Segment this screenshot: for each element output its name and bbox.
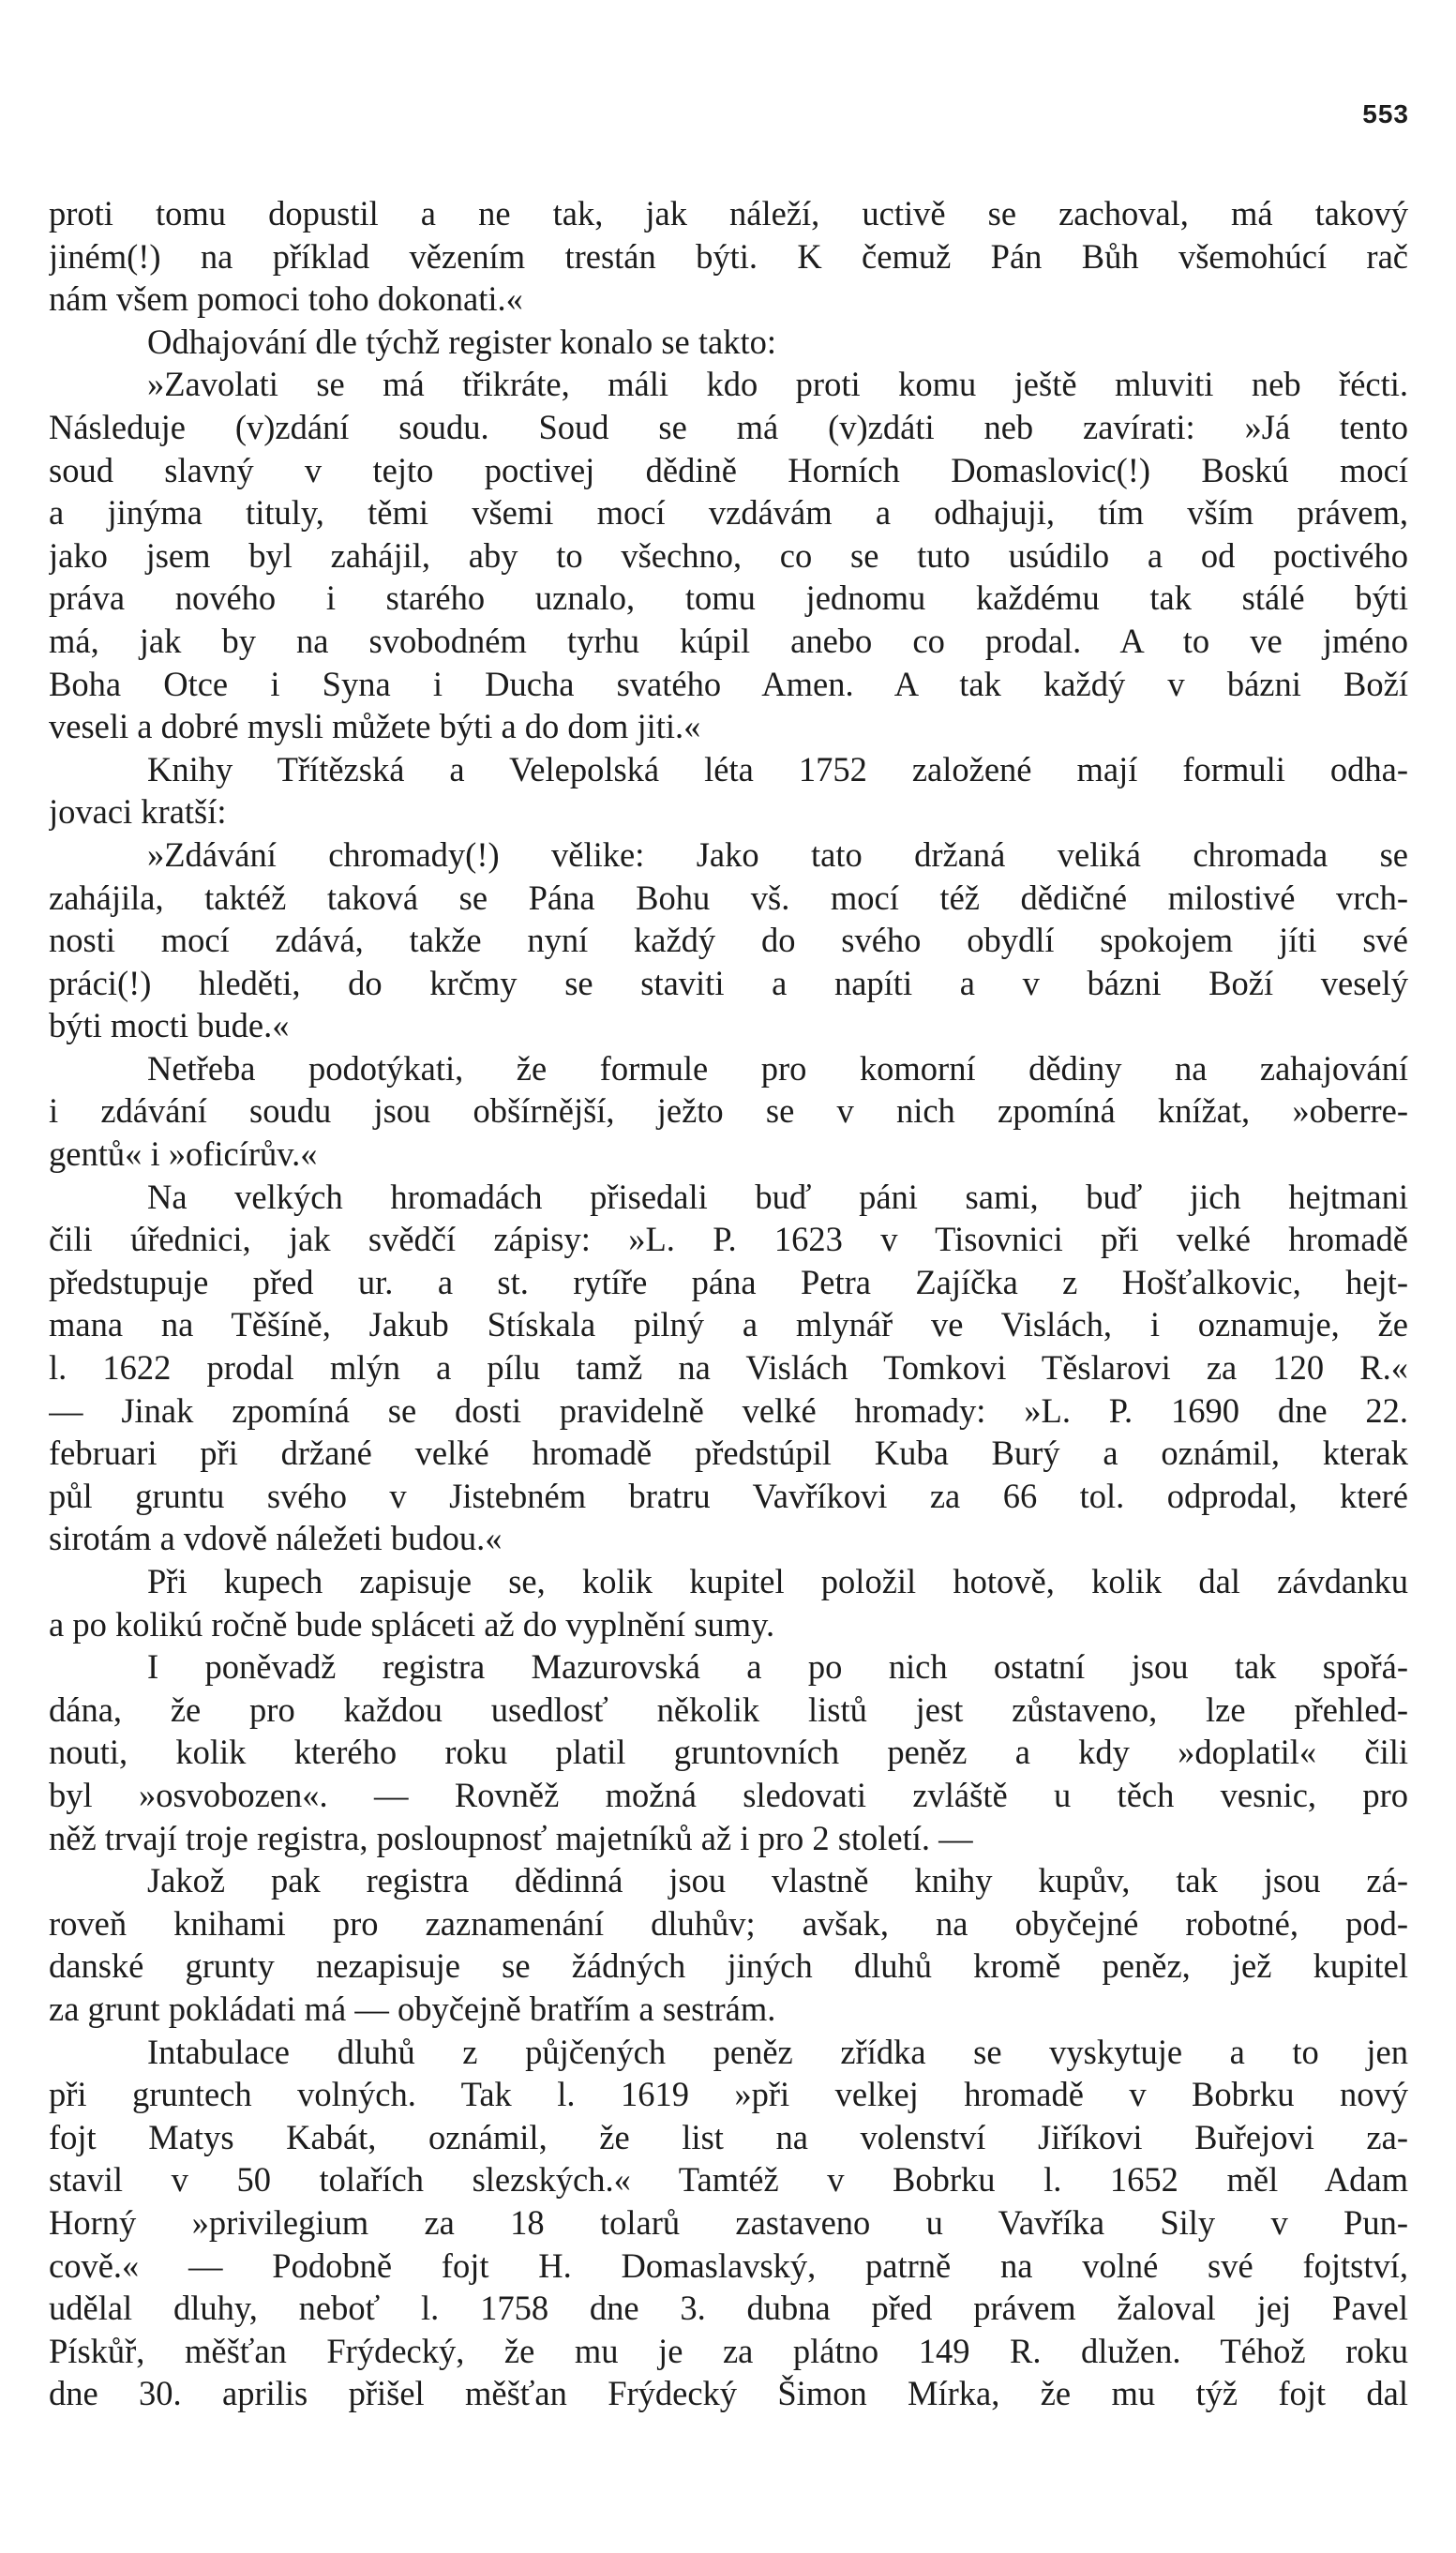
text-line: sirotám a vdově náležeti budou.«: [49, 1519, 503, 1558]
text-line: gentů« i »oficírův.«: [49, 1134, 318, 1174]
text-line: — Jinak zpomíná se dosti pravidelně velké hromady: »L. P. 1690 dne 22.: [49, 1390, 1408, 1430]
page-number: 553: [1362, 99, 1409, 128]
body-text: [49, 192, 1408, 2415]
text-line: Horný »privilegium za 18 tolarů zastaveno u Vavříka Sily v Pun-: [49, 2202, 1408, 2242]
text-line: Na velkých hromadách přisedali buď páni sami, buď jich hejtmani: [147, 1177, 1408, 1216]
text-line: mana na Těšíně, Jakub Stískala pilný a mlynář ve Vislách, i oznamuje, že: [49, 1305, 1408, 1344]
text-line: má, jak by na svobodném tyrhu kúpil anebo co prodal. A to ve jméno: [49, 621, 1408, 660]
text-line: jako jsem byl zahájil, aby to všechno, co se tuto usúdilo a od poctivého: [49, 535, 1408, 575]
text-line: Následuje (v)zdání soudu. Soud se má (v)zdáti neb zavírati: »Já tento: [49, 407, 1408, 446]
text-line: půl gruntu svého v Jistebném bratru Vavříkovi za 66 tol. odprodal, které: [49, 1476, 1408, 1515]
text-line: Jakož pak registra dědinná jsou vlastně knihy kupův, tak jsou zá-: [147, 1861, 1408, 1900]
text-line: Knihy Třítězská a Velepolská léta 1752 založené mají formuli odha-: [147, 749, 1408, 788]
text-line: Odhajování dle týchž register konalo se takto:: [147, 322, 776, 361]
text-line: práci(!) hleděti, do krčmy se staviti a napíti a v bázni Boží veselý: [49, 963, 1408, 1002]
text-line: býti mocti bude.«: [49, 1006, 290, 1045]
text-line: proti tomu dopustil a ne tak, jak náleží, uctivě se zachoval, má takový: [49, 194, 1408, 233]
text-line: při gruntech volných. Tak l. 1619 »při velkej hromadě v Bobrku nový: [49, 2075, 1408, 2114]
text-line: a po kolikú ročně bude spláceti až do vyplnění sumy.: [49, 1604, 775, 1644]
text-line: roveň knihami pro zaznamenání dluhův; avšak, na obyčejné robotné, pod-: [49, 1903, 1408, 1943]
text-line: nosti mocí zdává, takže nyní každý do svého obydlí spokojem jíti své: [49, 921, 1408, 960]
text-line: stavil v 50 tolařích slezských.« Tamtéž v Bobrku l. 1652 měl Adam: [49, 2160, 1408, 2200]
text-line: Netřeba podotýkati, že formule pro komorní dědiny na zahajování: [147, 1048, 1408, 1088]
text-line: nám všem pomoci toho dokonati.«: [49, 279, 523, 319]
text-line: předstupuje před ur. a st. rytíře pána Petra Zajíčka z Hošťalkovic, hejt-: [49, 1262, 1408, 1301]
text-line: fojt Matys Kabát, oznámil, že list na volenství Jiříkovi Buřejovi za-: [49, 2117, 1408, 2156]
text-line: Intabulace dluhů z půjčených peněz zřídka se vyskytuje a to jen: [147, 2032, 1408, 2071]
text-line: práva nového i starého uznalo, tomu jednomu každému tak stálé býti: [49, 578, 1408, 618]
text-line: čili úřednici, jak svědčí zápisy: »L. P. 1623 v Tisovnici při velké hromadě: [49, 1220, 1408, 1259]
text-line: zahájila, taktéž taková se Pána Bohu vš. mocí též dědičné milostivé vrch-: [49, 878, 1408, 917]
text-line: nouti, kolik kterého roku platil gruntovních peněz a kdy »doplatil« čili: [49, 1733, 1408, 1772]
text-line: veseli a dobré mysli můžete býti a do dom jiti.«: [49, 707, 701, 746]
text-line: i zdávání soudu jsou obšírnější, ježto se v nich zpomíná knížat, »oberre-: [49, 1091, 1408, 1131]
text-line: jovaci kratší:: [49, 792, 227, 832]
text-line: byl »osvobozen«. — Rovněž možná sledovati zvláště u těch vesnic, pro: [49, 1775, 1408, 1814]
text-line: danské grunty nezapisuje se žádných jiných dluhů kromě peněz, jež kupitel: [49, 1946, 1408, 1986]
text-line: a jinýma tituly, těmi všemi mocí vzdávám a odhajuji, tím vším právem,: [49, 493, 1408, 533]
text-line: I poněvadž registra Mazurovská a po nich ostatní jsou tak spořá-: [147, 1647, 1408, 1687]
text-line: jiném(!) na příklad vězením trestán býti. K čemuž Pán Bůh všemohúcí rač: [49, 236, 1408, 276]
text-line: »Zavolati se má třikráte, máli kdo proti komu ještě mluviti neb řécti.: [147, 365, 1408, 404]
text-line: l. 1622 prodal mlýn a pílu tamž na Vislách Tomkovi Těslarovi za 120 R.«: [49, 1348, 1408, 1388]
text-line: februari při držané velké hromadě předstúpil Kuba Burý a oznámil, kterak: [49, 1434, 1408, 1473]
text-line: něž trvají troje registra, posloupnosť majetníků až i pro 2 století. —: [49, 1818, 973, 1857]
text-line: »Zdávání chromady(!) vělike: Jako tato držaná veliká chromada se: [147, 834, 1408, 874]
text-line: Pískůř, měšťan Frýdecký, že mu je za plátno 149 R. dlužen. Téhož roku: [49, 2331, 1408, 2370]
text-line: Boha Otce i Syna i Ducha svatého Amen. A tak každý v bázni Boží: [49, 664, 1408, 703]
text-line: dne 30. aprilis přišel měšťan Frýdecký Šimon Mírka, že mu týž fojt dal: [49, 2374, 1408, 2413]
text-line: za grunt pokládati má — obyčejně bratřím a sestrám.: [49, 1989, 776, 2028]
text-line: cově.« — Podobně fojt H. Domaslavský, patrně na volné své fojtství,: [49, 2245, 1408, 2285]
text-line: dána, že pro každou usedlosť několik listů jest zůstaveno, lze přehled-: [49, 1689, 1408, 1729]
text-line: soud slavný v tejto poctivej dědině Horních Domaslovic(!) Boskú mocí: [49, 450, 1408, 489]
text-line: Při kupech zapisuje se, kolik kupitel položil hotově, kolik dal závdanku: [147, 1562, 1408, 1600]
text-line: udělal dluhy, neboť l. 1758 dne 3. dubna před právem žaloval jej Pavel: [49, 2289, 1408, 2328]
